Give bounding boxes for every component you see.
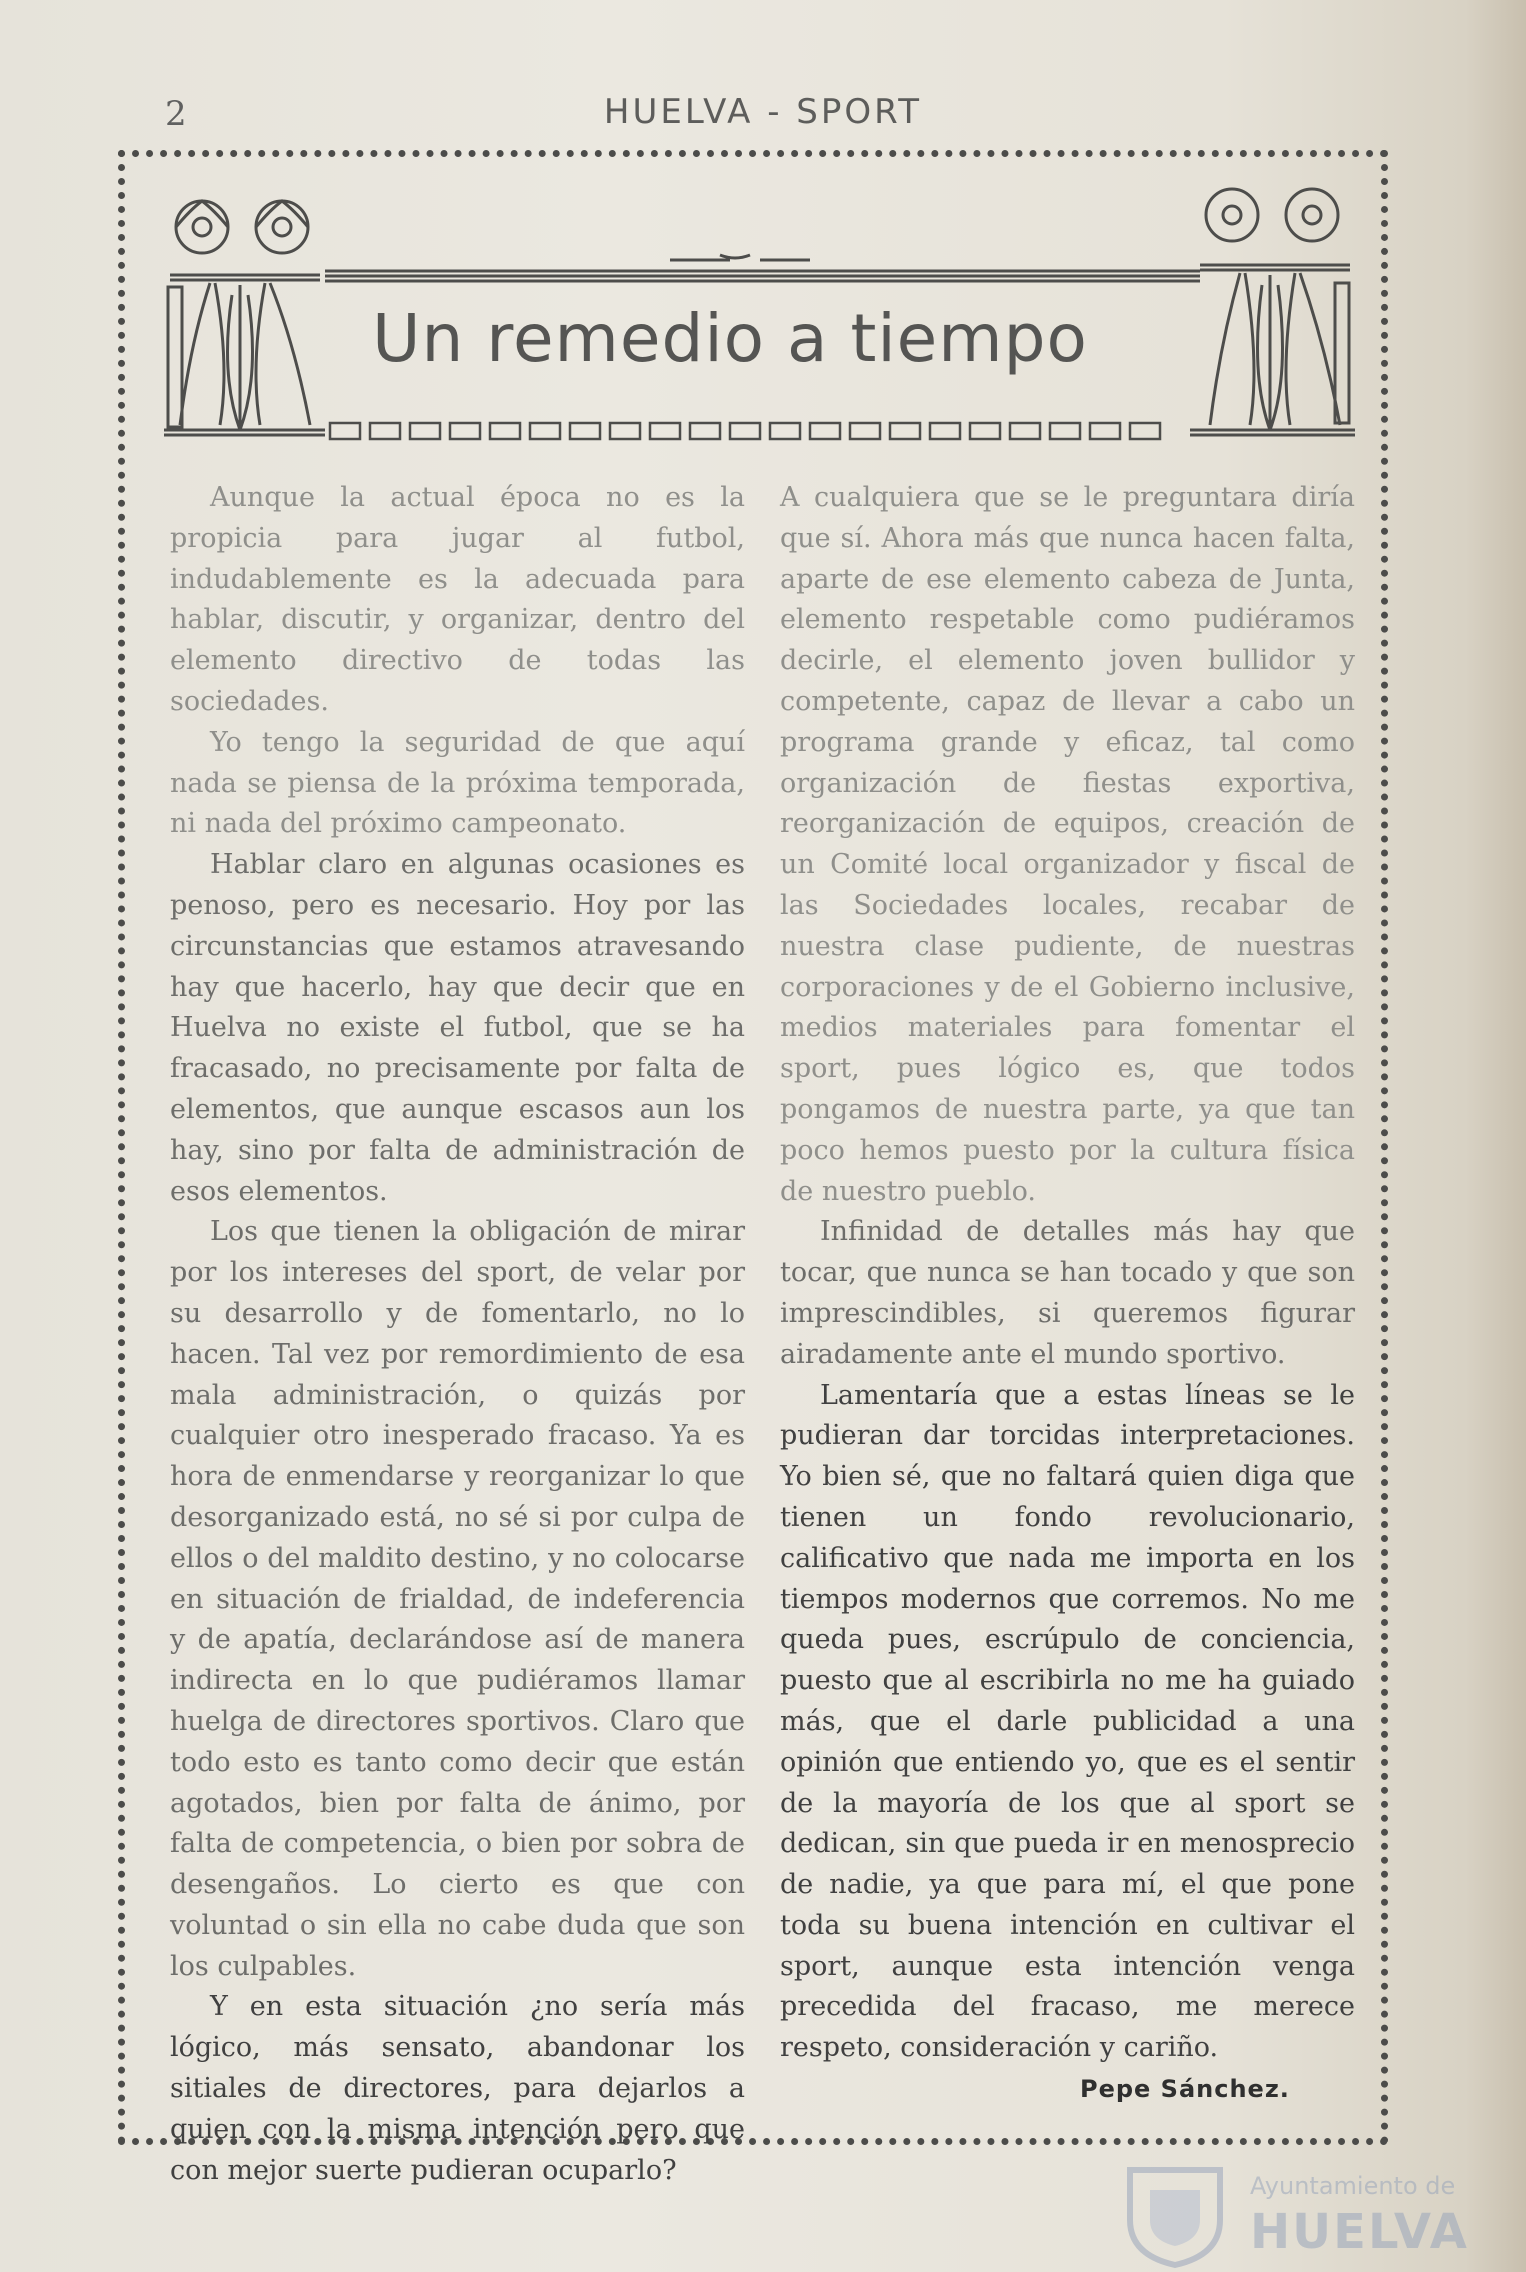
right-column <box>780 478 1355 2069</box>
left-column <box>170 478 745 2191</box>
paragraph: Los que tienen la obligación de mirar por los intereses del sport, de velar por su desarrollo y de fomentarlo, no lo hacen. Tal vez por remordimiento de esa mala administración, o quizás por cualquier otro inesperado fracaso. Ya es hora de enmendarse y reorganizar lo que desorganizado está, no sé si por culpa de ellos o del maldito destino, y no colocarse en situación de frialdad, de indeferencia y de apatía, declarándose así de manera indirecta en lo que pudiéramos llamar huelga de directores sportivos. Claro que todo esto es tanto como decir que están agotados, bien por falta de ánimo, por falta de competencia, o bien por sobra de desengaños. Lo cierto es que con voluntad o sin ella no cabe duda que son los culpables. <box>170 1216 745 1982</box>
paragraph: Aunque la actual época no es la propicia para jugar al futbol, indudablemente es la adecuada para hablar, discutir, y organizar, dentro del elemento directivo de todas las sociedades. <box>170 482 745 717</box>
paragraph: Y en esta situación ¿no sería más lógico, más sensato, abandonar los sitiales de directores, para dejarlos a quien con la misma intención pero que con mejor suerte pudieran ocuparlo? <box>170 1991 745 2186</box>
paragraph: Yo tengo la seguridad de que aquí nada se piensa de la próxima temporada, ni nada del próximo campeonato. <box>170 726 745 840</box>
watermark-line2: HUELVA <box>1250 2204 1469 2260</box>
paragraph: A cualquiera que se le preguntara diría que sí. Ahora más que nunca hacen falta, aparte de ese elemento cabeza de Junta, elemento respetable como pudiéramos decirle, el elemento joven bullidor y competente, capaz de llevar a cabo un programa grande y eficaz, tal como organización de fiestas exportiva, reorganización de equipos, creación de un Comité local organizador y fiscal de las Sociedades locales, recabar de nuestra clase pudiente, de nuestras corporaciones y de el Gobierno inclusive, medios materiales para fomentar el sport, pues lógico es, que todos pongamos de nuestra parte, ya que tan poco hemos puesto por la cultura física de nuestro pueblo. <box>780 482 1355 1207</box>
city-shield-icon <box>1115 2160 1235 2270</box>
watermark-line1: Ayuntamiento de <box>1250 2172 1456 2200</box>
running-head: HUELVA - SPORT <box>603 92 923 132</box>
paragraph: Lamentaría que a estas líneas se le pudieran dar torcidas interpretaciones. Yo bien sé, que no faltará quien diga que tienen un fondo revolucionario, calificativo que nada me importa en los tiempos modernos que corremos. No me queda pues, escrúpulo de conciencia, puesto que al escribirla no me ha guiado más, que el darle publicidad a una opinión que entiendo yo, que es el sentir de la mayoría de los que al sport se dedican, sin que pueda ir en menosprecio de nadie, ya que para mí, el que pone toda su buena intención en cultivar el sport, aunque esta intención venga precedida del fracaso, me merece respeto, consideración y cariño. <box>780 1379 1355 2064</box>
page-number: 2 <box>165 94 187 134</box>
article-title: Un remedio a tiempo <box>372 300 1088 377</box>
author-signature: Pepe Sánchez. <box>1080 2075 1290 2103</box>
paragraph: Infinidad de detalles más hay que tocar, que nunca se han tocado y que son imprescindibles, si queremos figurar airadamente ante el mundo sportivo. <box>780 1216 1355 1370</box>
paragraph: Hablar claro en algunas ocasiones es penoso, pero es necesario. Hoy por las circunstancias que estamos atravesando hay que hacerlo, hay que decir que en Huelva no existe el futbol, que se ha fracasado, no precisamente por falta de elementos, que aunque escasos aun los hay, sino por falta de administración de esos elementos. <box>170 849 745 1207</box>
watermark <box>1115 2160 1515 2270</box>
page-header <box>0 90 1526 140</box>
